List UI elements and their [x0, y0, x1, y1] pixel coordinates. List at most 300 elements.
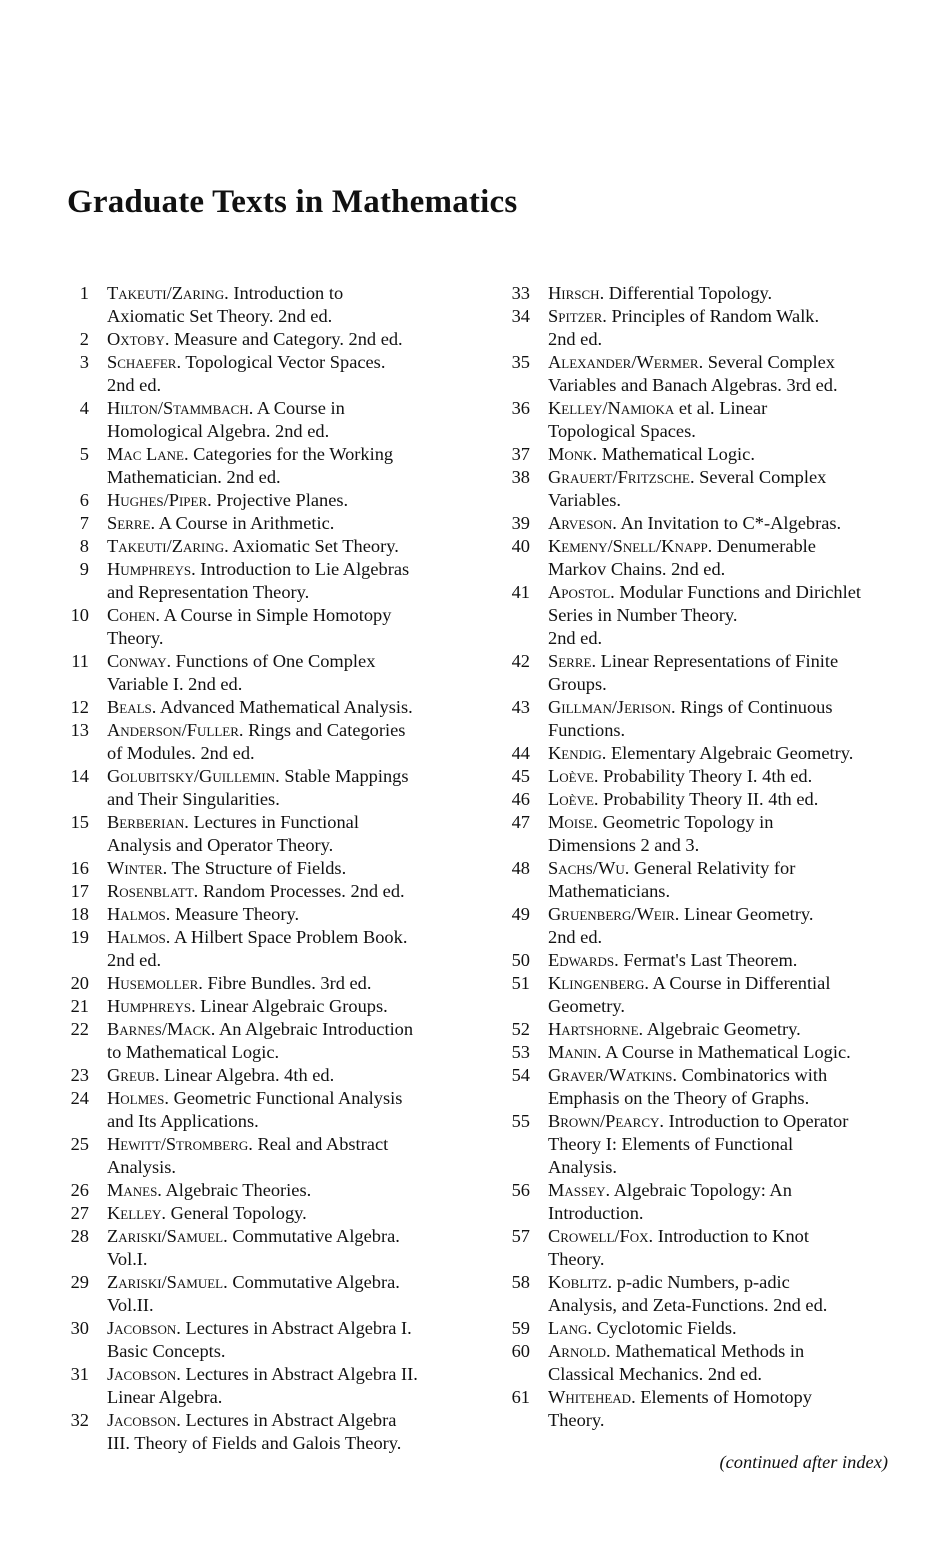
entry-title-line: A Course in Arithmetic.: [158, 513, 335, 533]
entry-text: [530, 1386, 917, 1432]
entry-author: Humphreys.: [107, 559, 196, 579]
entry-title-line: Analysis, and Zeta-Functions. 2nd ed.: [548, 1295, 828, 1315]
entry-text: [89, 696, 466, 719]
entry-author: Holmes.: [107, 1088, 169, 1108]
entry-title-line: p-adic Numbers, p-adic: [616, 1272, 790, 1292]
entry-title-line: Several Complex: [699, 467, 827, 487]
entry-text: [89, 604, 466, 650]
entry-title-line: Random Processes. 2nd ed.: [202, 881, 405, 901]
entry-title-line: 2nd ed.: [107, 375, 162, 395]
entry-text: [89, 535, 466, 558]
entry-title-line: Theory.: [107, 628, 164, 648]
entry-author: Edwards.: [548, 950, 619, 970]
entry-title-line: Rings and Categories: [248, 720, 406, 740]
entry-title-line: Theory.: [548, 1410, 605, 1430]
entry-title-line: 2nd ed.: [548, 927, 603, 947]
entry-title-line: Measure Theory.: [175, 904, 300, 924]
entry-title-line: Analysis.: [107, 1157, 176, 1177]
entry-title-line: Real and Abstract: [257, 1134, 389, 1154]
entry-author: Koblitz.: [548, 1272, 613, 1292]
entry-title-line: Topological Spaces.: [548, 421, 696, 441]
entry-line: [548, 1064, 917, 1087]
entry-text: [89, 1409, 466, 1455]
entry-author: Hartshorne.: [548, 1019, 644, 1039]
entry-number: 12: [70, 697, 89, 717]
entry-line: [548, 742, 917, 765]
list-item: [56, 1317, 466, 1363]
entry-number: 4: [79, 398, 89, 418]
entry-line: [548, 1156, 917, 1179]
entry-number: 7: [79, 513, 89, 533]
entry-author: Golubitsky/Guillemin.: [107, 766, 280, 786]
entry-number: 9: [79, 559, 89, 579]
entry-text: [530, 972, 917, 1018]
entry-title-line: Geometric Functional Analysis: [173, 1088, 403, 1108]
entry-text: [530, 351, 917, 397]
entry-text: [530, 857, 917, 903]
entry-title-line: to Mathematical Logic.: [107, 1042, 280, 1062]
entry-author: Serre.: [107, 513, 156, 533]
entry-text: [89, 1202, 466, 1225]
entry-title-line: Introduction to Lie Algebras: [200, 559, 410, 579]
list-item: [497, 811, 917, 857]
entry-text: [530, 788, 917, 811]
entry-line: [548, 880, 917, 903]
entry-number: 38: [511, 467, 530, 487]
list-item: [56, 604, 466, 650]
list-item: [56, 1271, 466, 1317]
entry-line: [107, 627, 466, 650]
entry-number: 30: [70, 1318, 89, 1338]
list-item: [56, 397, 466, 443]
entry-number: 14: [70, 766, 89, 786]
list-item: [56, 811, 466, 857]
list-item: [56, 1018, 466, 1064]
entry-text: [89, 1317, 466, 1363]
entry-number: 50: [511, 950, 530, 970]
entry-author: Hewitt/Stromberg.: [107, 1134, 253, 1154]
entry-line: [107, 788, 466, 811]
entry-title-line: Geometric Topology in: [602, 812, 774, 832]
entry-number: 36: [511, 398, 530, 418]
list-item: [56, 1179, 466, 1202]
entry-title-line: Basic Concepts.: [107, 1341, 226, 1361]
entry-line: [107, 466, 466, 489]
entry-number: 19: [70, 927, 89, 947]
list-item: [56, 512, 466, 535]
entry-number: 29: [70, 1272, 89, 1292]
entry-number: 49: [511, 904, 530, 924]
entry-text: [530, 443, 917, 466]
entry-author: Moise.: [548, 812, 598, 832]
entry-line: [548, 696, 917, 719]
entry-number: 27: [70, 1203, 89, 1223]
entry-author: Zariski/Samuel.: [107, 1272, 228, 1292]
entry-line: [107, 1133, 466, 1156]
entry-number: 26: [70, 1180, 89, 1200]
entry-line: [107, 673, 466, 696]
entry-line: [548, 1294, 917, 1317]
list-item: [497, 949, 917, 972]
entry-author: Klingenberg.: [548, 973, 649, 993]
entry-text: [89, 811, 466, 857]
entry-line: [548, 397, 917, 420]
entry-text: [89, 972, 466, 995]
entry-author: Mac Lane.: [107, 444, 189, 464]
entry-author: Rosenblatt.: [107, 881, 199, 901]
entry-title-line: Probability Theory II. 4th ed.: [603, 789, 819, 809]
entry-number: 51: [511, 973, 530, 993]
entry-line: [548, 1041, 917, 1064]
list-item: [56, 926, 466, 972]
entry-line: [107, 880, 466, 903]
entry-author: Alexander/Wermer.: [548, 352, 704, 372]
entry-author: Kelley/Namioka: [548, 398, 675, 418]
entry-title-line: Axiomatic Set Theory.: [232, 536, 399, 556]
entry-text: [530, 650, 917, 696]
list-item: [497, 282, 917, 305]
entry-title-line: III. Theory of Fields and Galois Theory.: [107, 1433, 402, 1453]
entry-title-line: Cyclotomic Fields.: [596, 1318, 737, 1338]
entry-number: 41: [511, 582, 530, 602]
entry-line: [107, 1064, 466, 1087]
entry-title-line: et al. Linear: [678, 398, 768, 418]
entry-author: Loève.: [548, 789, 599, 809]
list-item: [56, 1064, 466, 1087]
entry-line: [548, 719, 917, 742]
entry-number: 61: [511, 1387, 530, 1407]
entry-line: [107, 995, 466, 1018]
list-item: [497, 1317, 917, 1340]
entry-title-line: Linear Algebra. 4th ed.: [164, 1065, 335, 1085]
entry-number: 35: [511, 352, 530, 372]
list-item: [56, 489, 466, 512]
entry-author: Oxtoby.: [107, 329, 170, 349]
entry-author: Takeuti/Zaring.: [107, 283, 229, 303]
entry-line: [548, 604, 917, 627]
entry-text: [530, 581, 917, 650]
entry-title-line: Axiomatic Set Theory. 2nd ed.: [107, 306, 333, 326]
entry-line: [107, 742, 466, 765]
entry-text: [89, 558, 466, 604]
list-item: [56, 880, 466, 903]
entry-author: Hilton/Stammbach.: [107, 398, 254, 418]
entry-line: [548, 926, 917, 949]
entry-author: Jacobson.: [107, 1410, 181, 1430]
entry-number: 21: [70, 996, 89, 1016]
entry-text: [530, 742, 917, 765]
entry-text: [89, 512, 466, 535]
entry-author: Gruenberg/Weir.: [548, 904, 680, 924]
entry-text: [89, 1064, 466, 1087]
list-item: [56, 765, 466, 811]
list-item: [497, 351, 917, 397]
entry-line: [548, 1340, 917, 1363]
entry-line: [548, 788, 917, 811]
entry-line: [548, 1386, 917, 1409]
entry-author: Beals.: [107, 697, 157, 717]
entry-title-line: Theory.: [548, 1249, 605, 1269]
entry-text: [530, 305, 917, 351]
entry-line: [107, 949, 466, 972]
entry-text: [89, 650, 466, 696]
entry-author: Massey.: [548, 1180, 611, 1200]
entry-line: [107, 351, 466, 374]
entry-line: [107, 558, 466, 581]
entry-number: 17: [70, 881, 89, 901]
entry-title-line: Functions.: [548, 720, 626, 740]
entry-text: [89, 995, 466, 1018]
entry-number: 55: [511, 1111, 530, 1131]
entry-title-line: Lectures in Abstract Algebra II.: [185, 1364, 418, 1384]
entry-author: Barnes/Mack.: [107, 1019, 216, 1039]
entry-author: Crowell/Fox.: [548, 1226, 654, 1246]
entry-text: [530, 903, 917, 949]
list-item: [497, 397, 917, 443]
entry-number: 28: [70, 1226, 89, 1246]
list-item: [497, 512, 917, 535]
entry-line: [548, 466, 917, 489]
entry-number: 46: [511, 789, 530, 809]
list-item: [497, 1110, 917, 1179]
entry-title-line: Introduction to: [233, 283, 344, 303]
entry-number: 39: [511, 513, 530, 533]
entry-author: Sachs/Wu.: [548, 858, 630, 878]
entry-number: 59: [511, 1318, 530, 1338]
entry-title-line: Stable Mappings: [284, 766, 409, 786]
list-item: [56, 1133, 466, 1179]
entry-line: [548, 765, 917, 788]
entry-line: [107, 696, 466, 719]
entry-line: [107, 1110, 466, 1133]
entry-author: Jacobson.: [107, 1364, 181, 1384]
entry-title-line: A Course in Simple Homotopy: [163, 605, 392, 625]
entry-text: [530, 1110, 917, 1179]
entry-title-line: Groups.: [548, 674, 607, 694]
entry-text: [89, 351, 466, 397]
entry-line: [107, 1018, 466, 1041]
entry-line: [107, 443, 466, 466]
entry-number: 5: [79, 444, 89, 464]
entry-number: 2: [79, 329, 89, 349]
entry-number: 53: [511, 1042, 530, 1062]
entry-line: [548, 1225, 917, 1248]
entry-number: 15: [70, 812, 89, 832]
entry-text: [530, 811, 917, 857]
entry-title-line: Variable I. 2nd ed.: [107, 674, 243, 694]
entry-title-line: Denumerable: [716, 536, 816, 556]
entry-author: Anderson/Fuller.: [107, 720, 244, 740]
entry-number: 25: [70, 1134, 89, 1154]
entry-title-line: Lectures in Abstract Algebra I.: [185, 1318, 412, 1338]
entry-author: Manes.: [107, 1180, 162, 1200]
entry-title-line: Algebraic Topology: An: [613, 1180, 792, 1200]
entry-text: [530, 466, 917, 512]
entry-line: [548, 328, 917, 351]
entry-title-line: An Algebraic Introduction: [219, 1019, 414, 1039]
entry-number: 22: [70, 1019, 89, 1039]
entry-text: [530, 1225, 917, 1271]
entry-line: [548, 489, 917, 512]
entry-line: [107, 1087, 466, 1110]
left-column: [56, 282, 466, 1455]
entry-line: [548, 811, 917, 834]
entry-line: [107, 719, 466, 742]
entry-text: [530, 397, 917, 443]
entry-text: [89, 926, 466, 972]
list-item: [497, 443, 917, 466]
entry-title-line: The Structure of Fields.: [171, 858, 347, 878]
list-item: [497, 650, 917, 696]
list-item: [56, 719, 466, 765]
entry-line: [548, 1087, 917, 1110]
entry-line: [107, 1248, 466, 1271]
entry-text: [530, 512, 917, 535]
entry-line: [548, 995, 917, 1018]
continued-note: (continued after index): [719, 1452, 888, 1472]
entry-line: [107, 1432, 466, 1455]
entry-line: [548, 558, 917, 581]
entry-number: 13: [70, 720, 89, 740]
entry-number: 37: [511, 444, 530, 464]
entry-text: [89, 765, 466, 811]
entry-line: [107, 834, 466, 857]
entry-author: Husemoller.: [107, 973, 203, 993]
entry-number: 52: [511, 1019, 530, 1039]
entry-line: [107, 765, 466, 788]
entry-author: Loève.: [548, 766, 599, 786]
list-item: [497, 466, 917, 512]
entry-line: [107, 1340, 466, 1363]
entry-text: [530, 1317, 917, 1340]
entry-title-line: Linear Representations of Finite: [600, 651, 839, 671]
entry-title-line: 2nd ed.: [107, 950, 162, 970]
list-item: [56, 328, 466, 351]
entry-line: [548, 834, 917, 857]
entry-number: 24: [70, 1088, 89, 1108]
entry-author: Graver/Watkins.: [548, 1065, 677, 1085]
entry-title-line: Vol.II.: [107, 1295, 154, 1315]
entry-line: [107, 1156, 466, 1179]
entry-line: [107, 650, 466, 673]
entry-text: [89, 1087, 466, 1133]
entry-line: [548, 535, 917, 558]
list-item: [56, 995, 466, 1018]
entry-title-line: Functions of One Complex: [175, 651, 376, 671]
entry-number: 44: [511, 743, 530, 763]
entry-title-line: A Hilbert Space Problem Book.: [173, 927, 408, 947]
list-item: [497, 857, 917, 903]
entry-author: Whitehead.: [548, 1387, 636, 1407]
entry-title-line: A Course in Differential: [652, 973, 831, 993]
entry-line: [548, 1202, 917, 1225]
entry-line: [107, 282, 466, 305]
entry-line: [548, 305, 917, 328]
entry-text: [89, 1018, 466, 1064]
entry-author: Greub.: [107, 1065, 160, 1085]
entry-line: [107, 1386, 466, 1409]
list-item: [497, 696, 917, 742]
entry-title-line: Theory I: Elements of Functional: [548, 1134, 794, 1154]
entry-author: Hirsch.: [548, 283, 605, 303]
entry-title-line: Algebraic Geometry.: [646, 1019, 801, 1039]
entry-title-line: General Topology.: [170, 1203, 307, 1223]
entry-line: [548, 903, 917, 926]
entry-author: Halmos.: [107, 927, 171, 947]
entry-author: Lang.: [548, 1318, 592, 1338]
entry-title-line: and Its Applications.: [107, 1111, 259, 1131]
entry-author: Arnold.: [548, 1341, 611, 1361]
entry-author: Cohen.: [107, 605, 160, 625]
list-item: [497, 1179, 917, 1225]
entry-title-line: A Course in Mathematical Logic.: [605, 1042, 851, 1062]
entry-text: [530, 765, 917, 788]
list-item: [497, 903, 917, 949]
entry-number: 43: [511, 697, 530, 717]
entry-line: [548, 443, 917, 466]
entry-title-line: Modular Functions and Dirichlet: [619, 582, 861, 602]
entry-title-line: Advanced Mathematical Analysis.: [159, 697, 413, 717]
entry-author: Gillman/Jerison.: [548, 697, 676, 717]
entry-line: [107, 926, 466, 949]
entry-line: [107, 374, 466, 397]
entry-title-line: Principles of Random Walk.: [611, 306, 820, 326]
list-item: [56, 443, 466, 489]
entry-title-line: 2nd ed.: [548, 329, 603, 349]
entry-title-line: and Representation Theory.: [107, 582, 310, 602]
list-item: [56, 1409, 466, 1455]
list-item: [497, 788, 917, 811]
entry-text: [89, 857, 466, 880]
list-item: [56, 558, 466, 604]
entry-line: [548, 581, 917, 604]
entry-number: 60: [511, 1341, 530, 1361]
entry-text: [530, 1064, 917, 1110]
entry-line: [548, 282, 917, 305]
entry-text: [89, 1225, 466, 1271]
entry-line: [548, 673, 917, 696]
entry-author: Schaefer.: [107, 352, 182, 372]
entry-title-line: Commutative Algebra.: [232, 1226, 400, 1246]
list-item: [56, 1225, 466, 1271]
entry-title-line: Lectures in Functional: [193, 812, 359, 832]
entry-number: 20: [70, 973, 89, 993]
list-item: [56, 1202, 466, 1225]
entry-number: 6: [79, 490, 89, 510]
entry-author: Manin.: [548, 1042, 602, 1062]
entry-title-line: Markov Chains. 2nd ed.: [548, 559, 726, 579]
entry-author: Kelley.: [107, 1203, 167, 1223]
entry-author: Berberian.: [107, 812, 189, 832]
entry-text: [89, 1271, 466, 1317]
entry-line: [548, 650, 917, 673]
list-item: [497, 1271, 917, 1317]
list-item: [497, 305, 917, 351]
entry-title-line: Analysis and Operator Theory.: [107, 835, 334, 855]
entry-line: [107, 581, 466, 604]
list-item: [56, 857, 466, 880]
entry-author: Conway.: [107, 651, 172, 671]
entry-line: [107, 305, 466, 328]
list-item: [56, 903, 466, 926]
entry-line: [107, 1179, 466, 1202]
entry-text: [89, 282, 466, 328]
entry-number: 18: [70, 904, 89, 924]
entry-title-line: Introduction to Operator: [668, 1111, 849, 1131]
entry-title-line: Variables.: [548, 490, 622, 510]
entry-author: Arveson.: [548, 513, 617, 533]
entry-title-line: 2nd ed.: [548, 628, 603, 648]
